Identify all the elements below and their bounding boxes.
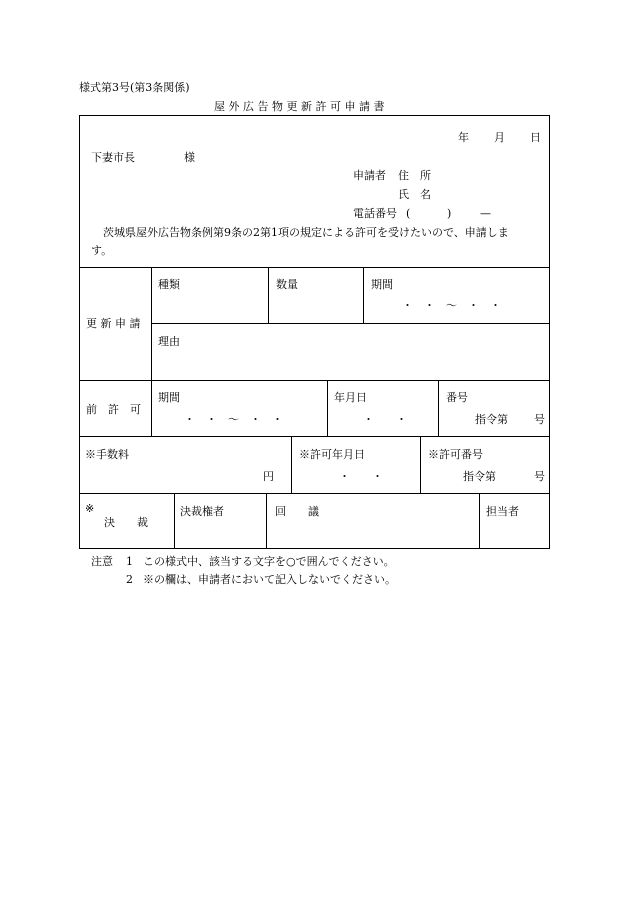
body-text: す。 (91, 244, 113, 257)
prev-number-label: 番号 (446, 391, 468, 404)
divider (438, 380, 439, 436)
date-year: 年 (458, 131, 469, 144)
quantity-label: 数量 (276, 278, 298, 291)
form-number: 様式第3号(第3条関係) (79, 81, 190, 94)
divider (151, 267, 152, 436)
form-table (79, 115, 550, 549)
divider (479, 493, 480, 549)
phone-paren-close: ) (447, 207, 452, 220)
addressee-suffix: 様 (184, 151, 195, 164)
form-title: 屋 外 広 告 物 更 新 許 可 申 請 書 (214, 100, 385, 113)
period-placeholder: ・ ・ ～ ・ ・ (402, 299, 501, 312)
divider (79, 380, 550, 381)
circulation-label: 回 議 (275, 505, 319, 518)
phone-label: 電話番号 (353, 207, 397, 220)
divider (174, 493, 175, 549)
decision-label: 決 裁 (104, 516, 148, 529)
prev-period-placeholder: ・ ・ ～ ・ ・ (184, 413, 283, 426)
type-label: 種類 (158, 278, 180, 291)
divider (268, 267, 269, 323)
fee-label: ※手数料 (85, 448, 129, 461)
name-label: 氏 名 (398, 188, 431, 201)
prev-number-suffix: 号 (534, 413, 545, 426)
permit-number-suffix: 号 (534, 470, 545, 483)
note-item: ※の欄は、申請者において記入しないでください。 (143, 573, 396, 586)
permit-date-label: ※許可年月日 (299, 448, 365, 461)
divider (151, 323, 550, 324)
notes-heading: 注意 (91, 555, 113, 568)
period-label: 期間 (371, 278, 393, 291)
authority-label: 決裁権者 (180, 505, 224, 518)
prev-number-prefix: 指令第 (475, 413, 508, 426)
divider (79, 267, 550, 268)
date-month: 月 (494, 131, 505, 144)
fee-unit: 円 (263, 470, 274, 483)
divider (420, 436, 421, 493)
note-number: 1 (126, 555, 133, 568)
note-number: 2 (126, 573, 133, 586)
addressee: 下妻市長 (91, 151, 135, 164)
address-label: 住 所 (398, 169, 431, 182)
divider (79, 436, 550, 437)
decision-mark: ※ (85, 502, 95, 515)
person-in-charge-label: 担当者 (486, 505, 519, 518)
permit-number-label: ※許可番号 (428, 448, 483, 461)
permit-date-placeholder: ・ ・ (339, 470, 383, 483)
divider (327, 380, 328, 436)
divider (291, 436, 292, 493)
reason-label: 理由 (158, 335, 180, 348)
body-text: 茨城県屋外広告物条例第9条の2第1項の規定による許可を受けたいので、申請しま (103, 226, 509, 239)
applicant-label: 申請者 (353, 169, 386, 182)
previous-permit-label: 前 許 可 (86, 403, 141, 416)
prev-date-label: 年月日 (334, 391, 367, 404)
divider (363, 267, 364, 323)
phone-paren-open: ( (406, 207, 411, 220)
renewal-label: 更 新 申 請 (86, 317, 141, 330)
phone-dash: — (480, 207, 491, 220)
note-item: この様式中、該当する文字を○で囲んでください。 (143, 555, 395, 568)
divider (266, 493, 267, 549)
prev-date-placeholder: ・ ・ (363, 413, 407, 426)
date-day: 日 (530, 131, 541, 144)
permit-number-prefix: 指令第 (463, 470, 496, 483)
prev-period-label: 期間 (158, 391, 180, 404)
